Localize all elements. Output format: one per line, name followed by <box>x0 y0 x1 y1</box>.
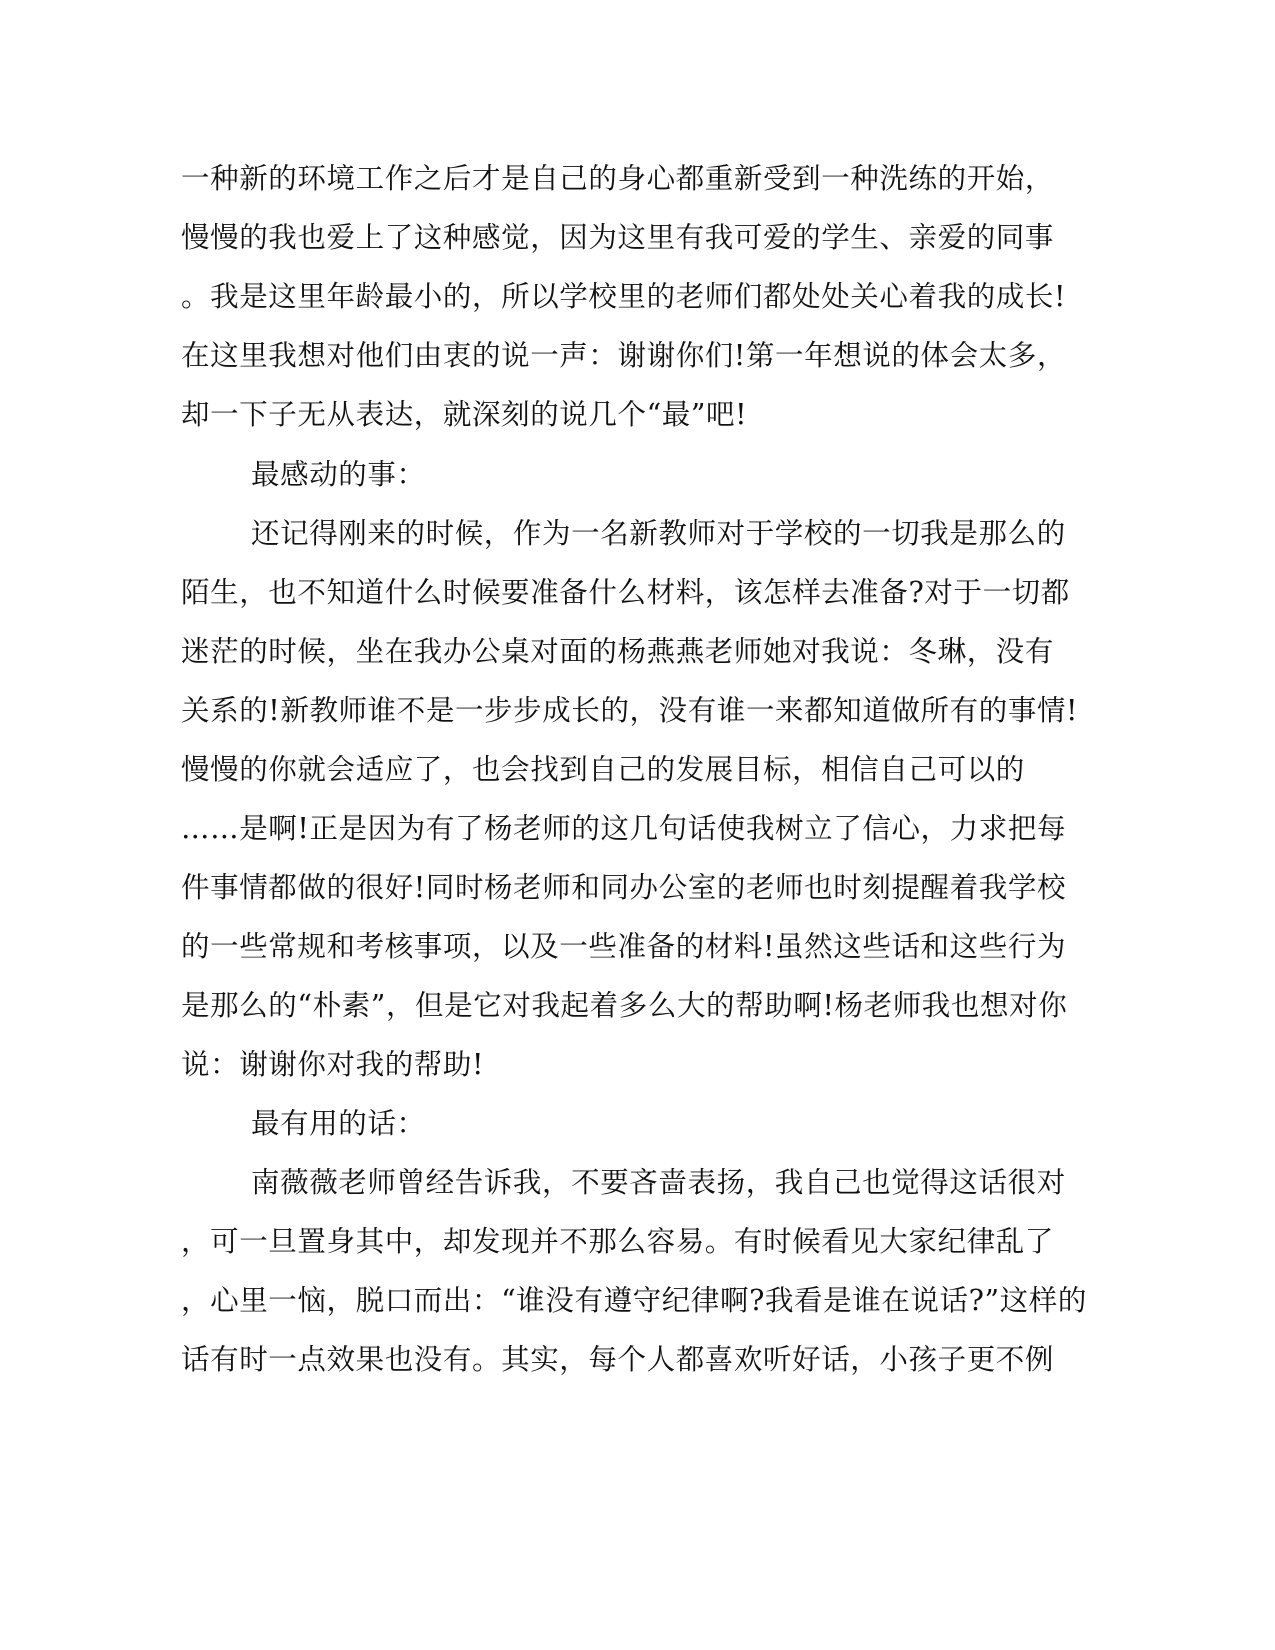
text-line: 关系的!新教师谁不是一步步成长的，没有谁一来都知道做所有的事情! <box>181 694 1079 727</box>
text-line: 却一下子无从表达，就深刻的说几个“最”吧! <box>181 398 748 431</box>
text-line: 说：谢谢你对我的帮助! <box>181 1048 485 1081</box>
section-heading-most-touching: 最感动的事： <box>251 458 426 491</box>
text-line: ……是啊!正是因为有了杨老师的这几句话使我树立了信心，力求把每 <box>181 812 1067 845</box>
section-heading-most-useful: 最有用的话： <box>251 1107 426 1140</box>
text-line: 陌生，也不知道什么时候要准备什么材料，该怎样去准备?对于一切都 <box>181 576 1070 609</box>
text-line: 在这里我想对他们由衷的说一声：谢谢你们!第一年想说的体会太多， <box>181 339 1067 372</box>
text-line: 还记得刚来的时候，作为一名新教师对于学校的一切我是那么的 <box>251 517 1066 550</box>
text-line: 话有时一点效果也没有。其实，每个人都喜欢听好话，小孩子更不例 <box>181 1343 1055 1376</box>
text-line: 是那么的“朴素”，但是它对我起着多么大的帮助啊!杨老师我也想对你 <box>181 989 1068 1022</box>
text-line: ，可一旦置身其中，却发现并不那么容易。有时候看见大家纪律乱了 <box>181 1225 1055 1258</box>
text-line: 慢慢的我也爱上了这种感觉，因为这里有我可爱的学生、亲爱的同事 <box>181 221 1055 254</box>
text-line: 。我是这里年龄最小的，所以学校里的老师们都处处关心着我的成长! <box>181 280 1067 313</box>
text-line: 慢慢的你就会适应了，也会找到自己的发展目标，相信自己可以的 <box>181 753 1025 786</box>
text-line: ，心里一恼，脱口而出：“谁没有遵守纪律啊?我看是谁在说话?”这样的 <box>181 1284 1088 1317</box>
text-line: 迷茫的时候，坐在我办公桌对面的杨燕燕老师她对我说：冬琳，没有 <box>181 635 1055 668</box>
text-line: 南薇薇老师曾经告诉我，不要吝啬表扬，我自己也觉得这话很对 <box>251 1166 1066 1199</box>
text-line: 件事情都做的很好!同时杨老师和同办公室的老师也时刻提醒着我学校 <box>181 871 1067 904</box>
text-line: 的一些常规和考核事项，以及一些准备的材料!虽然这些话和这些行为 <box>181 930 1067 963</box>
text-line: 一种新的环境工作之后才是自己的身心都重新受到一种洗练的开始， <box>181 162 1055 195</box>
